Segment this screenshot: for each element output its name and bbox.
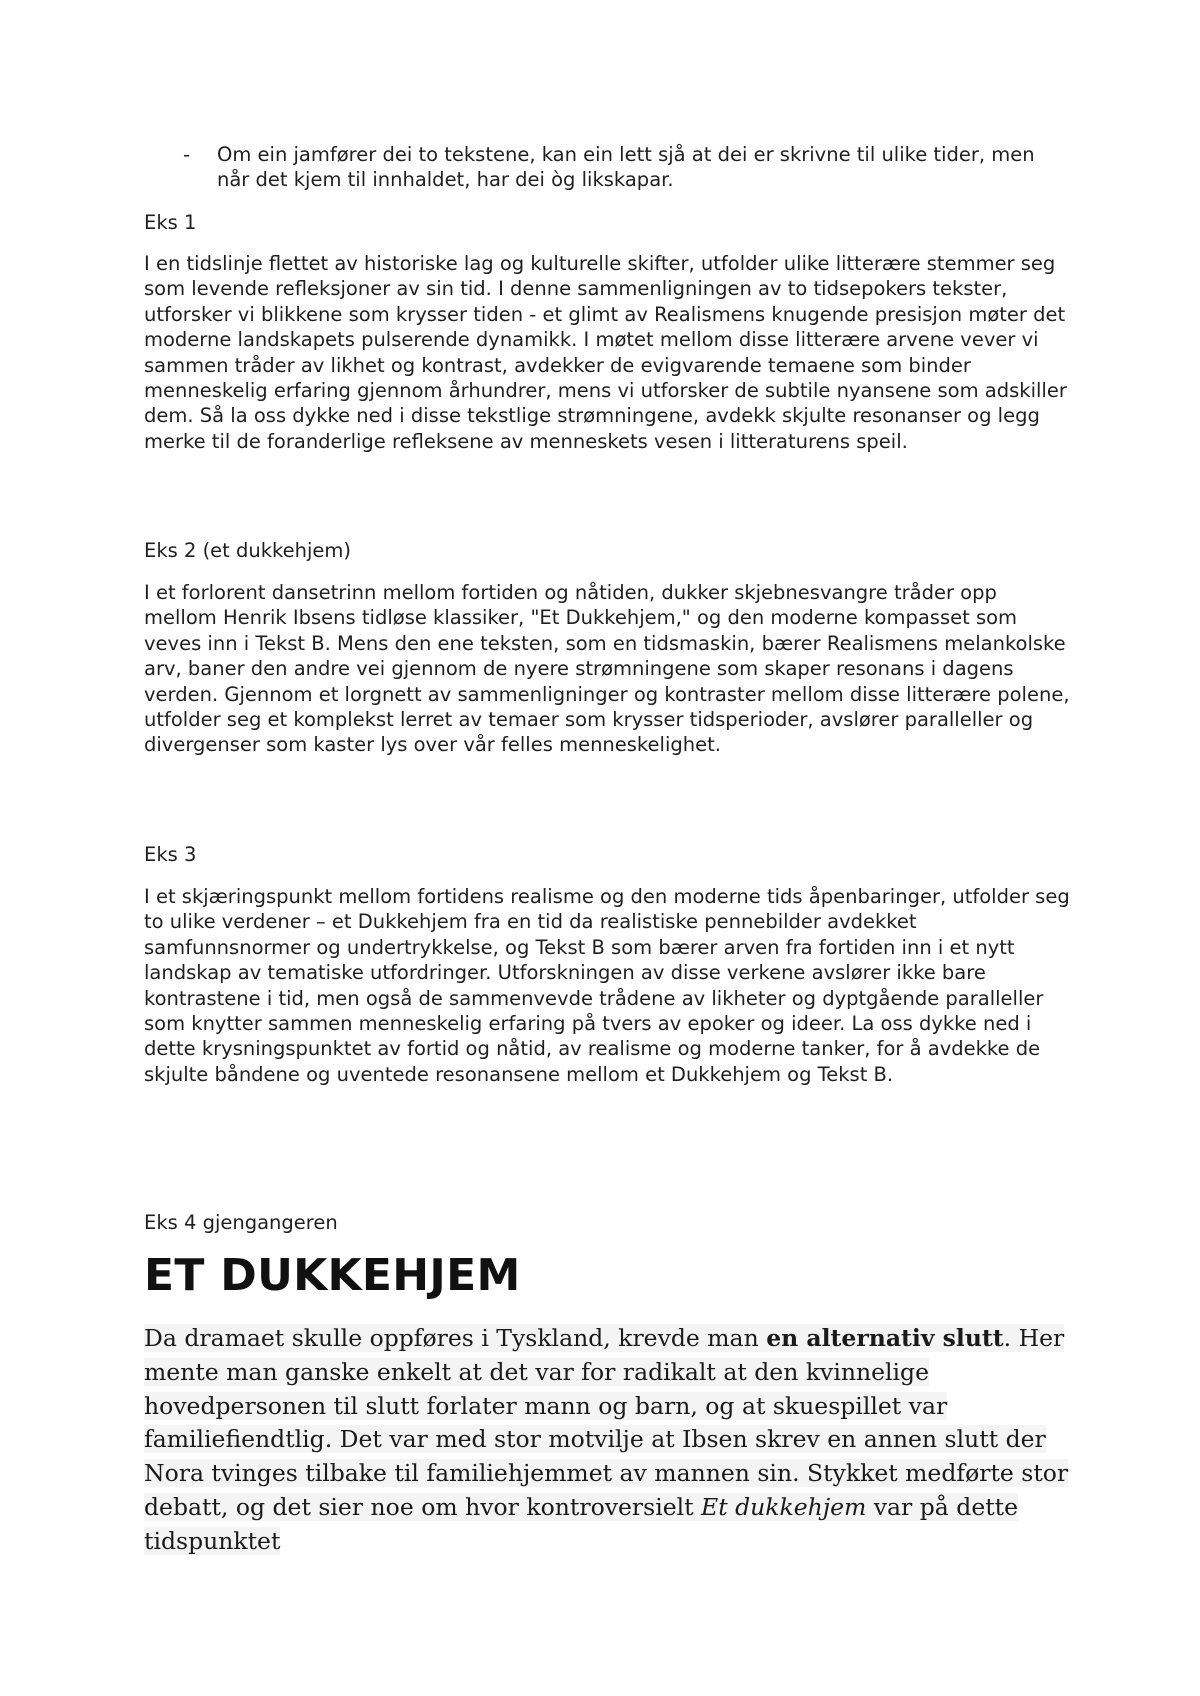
eks1-label: Eks 1 (144, 211, 197, 234)
eks4-text-bold: en alternativ slutt (766, 1324, 1004, 1352)
bullet-dash: - (183, 143, 191, 166)
eks4-text-part3: var på dette tidspunktet (144, 1492, 1019, 1555)
eks4-heading: ET DUKKEHJEM (144, 1250, 521, 1301)
eks4-text-italic: Et dukkehjem (701, 1492, 867, 1521)
eks3-paragraph: I et skjæringspunkt mellom fortidens realisme og den moderne tids åpenbaringer, utfolder seg to ulike verdener – et Dukkehjem fra en tid da realistiske pennebilder avdekket samfunnsnormer og undertrykkelse, og Tekst B som bærer arven fra fortiden inn i et nytt landskap av tematiske utfordringer. Utforskningen av disse verkene avslører ikke bare kontrastene i tid, men også de sammenvevde trådene av likheter og dyptgående paralleller som knytter sammen menneskelig erfaring på tvers av epoker og ideer. La oss dykke ned i dette krysningspunktet av fortid og nåtid, av realisme og moderne tanker, for å avdekke de skjulte båndene og uventede resonansene mellom et Dukkehjem og Tekst B. (144, 885, 1070, 1086)
eks3-label: Eks 3 (144, 843, 197, 866)
eks4-text-part2: . Her mente man ganske enkelt at det var for radikalt at den kvinnelige hovedpersonen til slutt forlater mann og barn, og at skuespillet var familiefiendtlig. Det var med stor motvilje at Ibsen skrev en annen slutt der Nora tvinges tilbake til familiehjemmet av mannen sin. Stykket medførte stor debatt, og det sier noe om hvor kontroversielt (144, 1324, 1069, 1521)
eks2-label: Eks 2 (et dukkehjem) (144, 539, 352, 562)
eks2-paragraph: I et forlorent dansetrinn mellom fortiden og nåtiden, dukker skjebnesvangre tråder opp mellom Henrik Ibsens tidløse klassiker, "Et Dukkehjem," og den moderne kompasset som veves inn i Tekst B. Mens den ene teksten, som en tidsmaskin, bærer Realismens melankolske arv, baner den andre vei gjennom de nyere strømningene som skaper resonans i dagens verden. Gjennom et lorgnett av sammenligninger og kontraster mellom disse litterære polene, utfolder seg et komplekst lerret av temaer som krysser tidsperioder, avslører paralleller og divergenser som kaster lys over vår felles menneskelighet. (144, 581, 1070, 757)
eks4-text-part1: Da dramaet skulle oppføres i Tyskland, krevde man (144, 1324, 767, 1352)
bullet-text: Om ein jamfører dei to tekstene, kan ein lett sjå at dei er skrivne til ulike tider, men når det kjem til innhaldet, har dei òg likskapar. (217, 143, 1035, 191)
eks4-paragraph (144, 1322, 1074, 1559)
eks4-label: Eks 4 gjengangeren (144, 1211, 338, 1234)
eks1-paragraph: I en tidslinje flettet av historiske lag og kulturelle skifter, utfolder ulike litterære stemmer seg som levende refleksjoner av sin tid. I denne sammenligningen av to tidsepokers tekster, utforsker vi blikkene som krysser tiden - et glimt av Realismens knugende presisjon møter det moderne landskapets pulserende dynamikk. I møtet mellom disse litterære arvene vever vi sammen tråder av likhet og kontrast, avdekker de evigvarende temaene som binder menneskelig erfaring gjennom århundrer, mens vi utforsker de subtile nyansene som adskiller dem. Så la oss dykke ned i disse tekstlige strømningene, avdekk skjulte resonanser og legg merke til de foranderlige refleksene av menneskets vesen i litteraturens speil. (144, 252, 1067, 453)
